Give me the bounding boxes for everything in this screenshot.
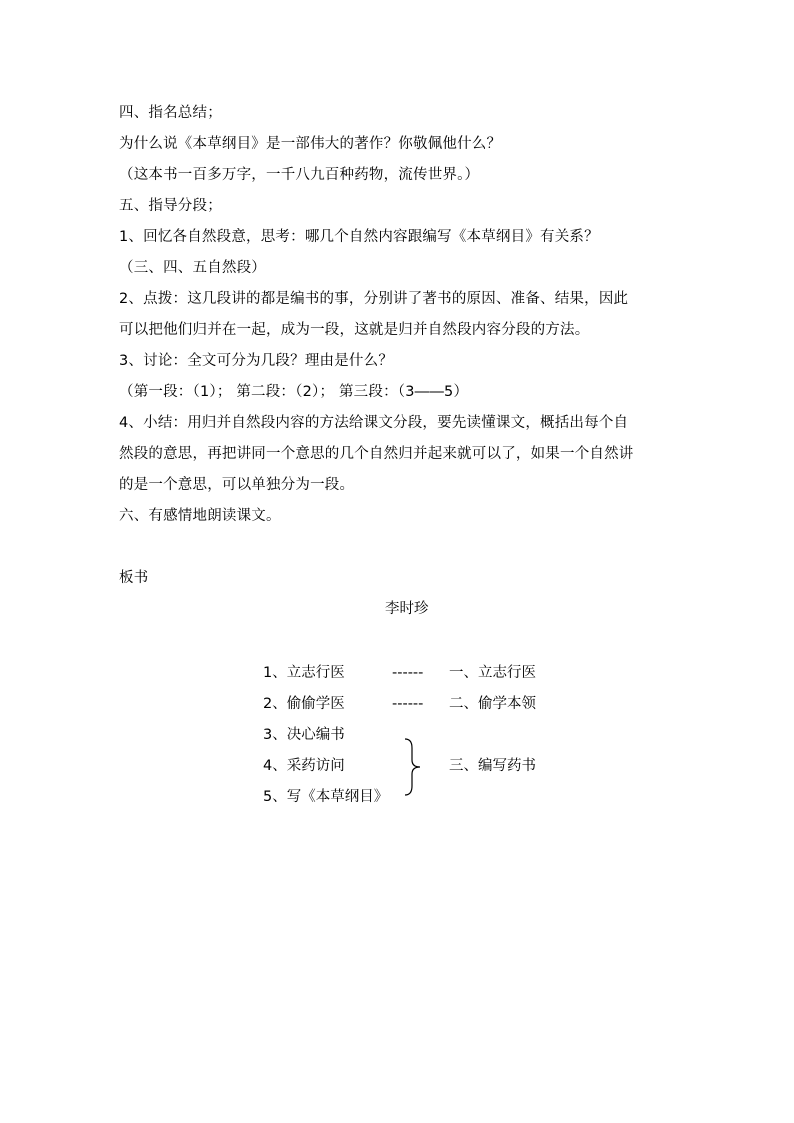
board-item: 3、决心编书: [263, 727, 345, 743]
lesson-line: 的是一个意思，可以单独分为一段。: [119, 477, 355, 493]
board-dash: ------: [392, 696, 424, 712]
lesson-line: （三、四、五自然段）: [119, 260, 266, 276]
board-item: 1、立志行医: [263, 665, 345, 681]
right-brace-icon: [404, 738, 422, 796]
lesson-line: 为什么说《本草纲目》是一部伟大的著作？你敬佩他什么？: [119, 136, 502, 152]
lesson-line: 五、指导分段；: [119, 198, 222, 214]
board-summary: 三、编写药书: [449, 758, 536, 774]
board-item: 2、偷偷学医: [263, 696, 345, 712]
lesson-line: 1、回忆各自然段意，思考：哪几个自然内容跟编写《本草纲目》有关系？: [119, 229, 599, 245]
board-item: 5、写《本草纲目》: [263, 789, 389, 805]
board-summary: 一、立志行医: [449, 665, 536, 681]
lesson-line: 然段的意思，再把讲同一个意思的几个自然归并起来就可以了，如果一个自然讲: [119, 446, 634, 462]
lesson-line: （这本书一百多万字，一千八九百种药物，流传世界。）: [119, 167, 480, 183]
lesson-line: 四、指名总结；: [119, 105, 222, 121]
lesson-line: 4、小结：用归并自然段内容的方法给课文分段，要先读懂课文，概括出每个自: [119, 415, 629, 431]
board-label: 板书: [119, 570, 149, 586]
board-item: 4、采药访问: [263, 758, 345, 774]
board-summary: 二、偷学本领: [449, 696, 536, 712]
lesson-line: 六、有感情地朗读课文。: [119, 508, 281, 524]
board-dash: ------: [392, 665, 424, 681]
lesson-line: 可以把他们归并在一起，成为一段，这就是归并自然段内容分段的方法。: [119, 322, 590, 338]
board-title: 李时珍: [385, 601, 429, 617]
lesson-line: 2、点拨：这几段讲的都是编书的事，分别讲了著书的原因、准备、结果，因此: [119, 291, 629, 307]
lesson-line: 3、讨论：全文可分为几段？理由是什么？: [119, 353, 394, 369]
lesson-line: （第一段：（1）； 第二段：（2）； 第三段：（3――5）: [119, 384, 469, 400]
